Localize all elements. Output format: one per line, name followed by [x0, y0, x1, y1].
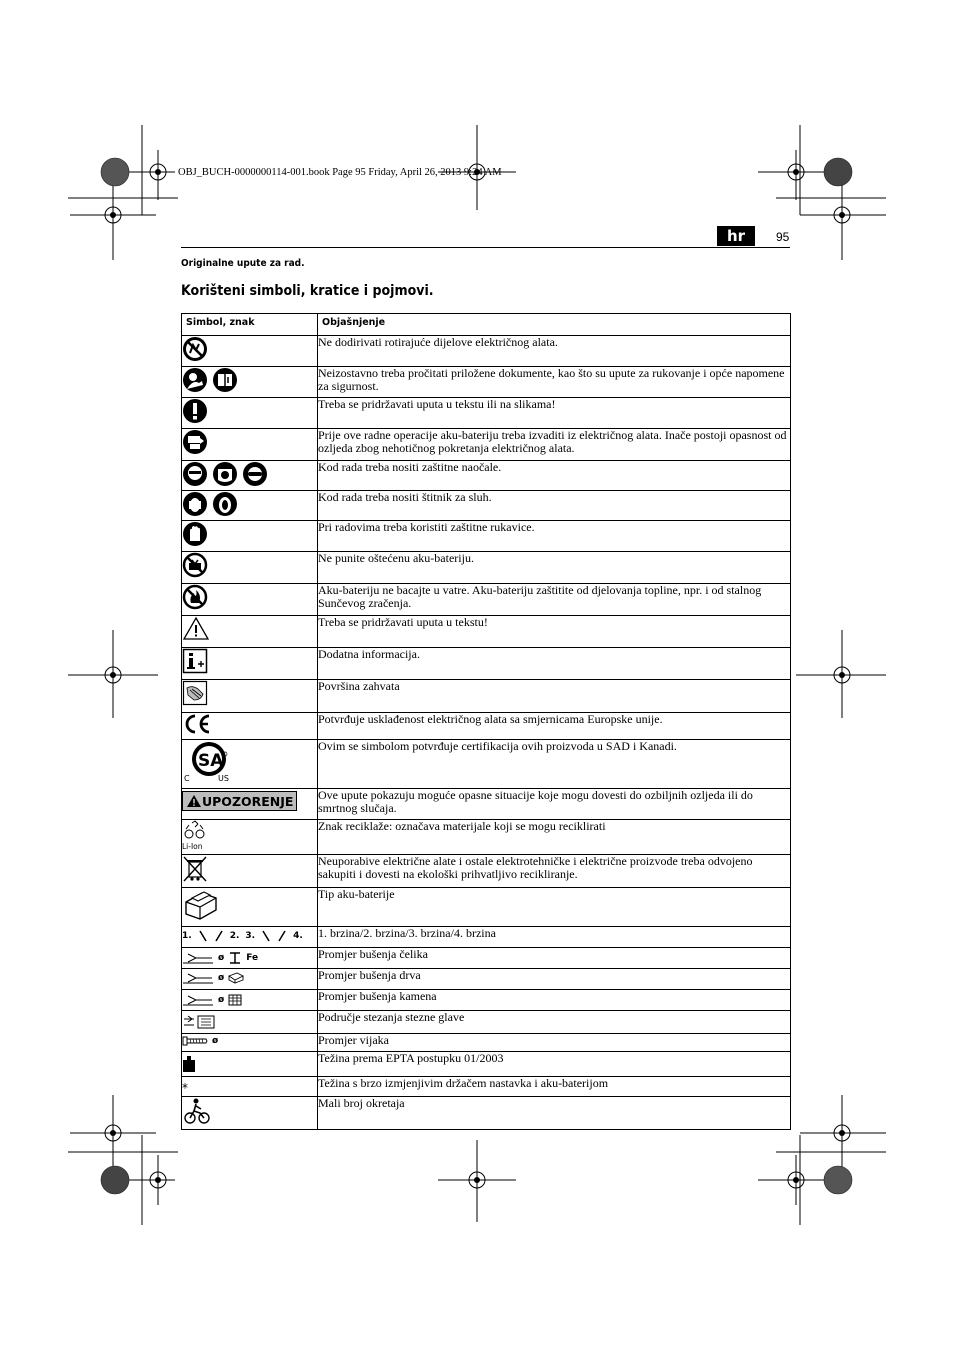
table-row	[182, 429, 791, 461]
print-info: OBJ_BUCH-0000000114-001.book Page 95 Friday, April 26, 2013 9:24 AM	[178, 167, 502, 178]
row-text: Neizostavno treba pročitati priložene dokumente, kao što su upute za rukovanje i opće napomene za sigurnost.	[318, 367, 791, 398]
csa-us-label: US	[218, 774, 229, 783]
table-row	[182, 367, 791, 398]
table-row	[182, 1077, 791, 1097]
row-text: Promjer bušenja čelika	[318, 948, 791, 969]
ce-mark-icon	[182, 713, 212, 735]
row-text: Dodatna informacija.	[318, 648, 791, 680]
row-text: Znak reciklaže: označava materijale koji se mogu reciklirati	[318, 820, 791, 855]
face-shield-icon	[212, 461, 238, 487]
diameter-symbol: ø	[218, 994, 225, 1005]
goggles-icon	[242, 461, 268, 487]
csa-c-label: C	[184, 774, 190, 783]
ear-muff-icon	[212, 491, 238, 517]
no-charge-damaged-battery-icon	[182, 552, 208, 578]
table-row	[182, 1052, 791, 1077]
diameter-symbol: ø	[212, 1036, 219, 1046]
table-row	[182, 680, 791, 713]
symbols-table	[181, 313, 791, 1130]
row-text: 1. brzina/2. brzina/3. brzina/4. brzina	[318, 927, 791, 948]
table-header-row	[182, 314, 791, 336]
table-row	[182, 789, 791, 820]
row-text: Prije ove radne operacije aku-bateriju treba izvaditi iz električnog alata. Inače postoji opasnost od ozljeda zbog nehotičnog pokretanja električnog alata.	[318, 429, 791, 461]
drill-bit-icon	[182, 952, 214, 964]
li-ion-label: Li-Ion	[182, 842, 203, 851]
recycle-li-ion-icon	[182, 820, 208, 842]
row-text: Ove upute pokazuju moguće opasne situacije koje mogu dovesti do ozbiljnih ozljeda ili do smrtnog slučaja.	[318, 789, 791, 820]
csa-mark	[182, 740, 242, 786]
warning-label-text: UPOZORENJE	[202, 793, 294, 809]
row-text: Treba se pridržavati uputa u tekstu!	[318, 616, 791, 648]
drill-steel-icon	[182, 951, 317, 965]
brick-icon	[228, 993, 242, 1006]
row-text: Promjer vijaka	[318, 1034, 791, 1052]
gear-1-label: 1.	[182, 931, 192, 941]
row-text: Područje stezanja stezne glave	[318, 1011, 791, 1034]
table-row	[182, 820, 791, 855]
table-row	[182, 969, 791, 990]
table-row	[182, 948, 791, 969]
row-text: Tip aku-baterije	[318, 888, 791, 927]
grip-surface-icon	[182, 680, 208, 706]
table-row	[182, 648, 791, 680]
ear-protection-icon	[182, 491, 208, 517]
gear-2-icon	[214, 930, 224, 942]
battery-pack-icon	[182, 888, 220, 922]
svg-text:SA: SA	[198, 751, 224, 771]
info-icon	[182, 648, 208, 674]
book-icon	[212, 367, 238, 393]
gear-speeds-icon	[182, 930, 317, 942]
diameter-symbol: ø	[218, 973, 225, 983]
recycle-li-ion	[182, 820, 212, 852]
row-text: Aku-bateriju ne bacajte u vatre. Aku-bateriju zaštitite od djelovanja topline, npr. i od stalnog Sunčevog zračenja.	[318, 584, 791, 616]
row-text: Promjer bušenja kamena	[318, 990, 791, 1011]
row-text: Promjer bušenja drva	[318, 969, 791, 990]
gear-4-icon	[277, 930, 287, 942]
row-text: Mali broj okretaja	[318, 1097, 791, 1130]
no-fire-battery-icon	[182, 584, 208, 610]
screw-icon	[182, 1036, 208, 1046]
row-text: Pri radovima treba koristiti zaštitne rukavice.	[318, 521, 791, 552]
column-header-symbol: Simbol, znak	[182, 314, 318, 336]
row-text: Neuporabive električne alate i ostale elektrotehničke i električne proizvode treba odvojeno sakupiti i dovesti na ekološki prihvatljivo recikliranje.	[318, 855, 791, 888]
table-row	[182, 1097, 791, 1130]
language-tab: hr	[717, 226, 755, 246]
low-speed-bike-icon	[182, 1097, 212, 1125]
drill-bit-icon	[182, 994, 214, 1006]
table-row	[182, 584, 791, 616]
column-header-explanation: Objašnjenje	[318, 314, 791, 336]
warning-triangle-small-icon	[186, 794, 202, 808]
table-row	[182, 927, 791, 948]
warning-triangle-icon	[182, 616, 210, 642]
table-row	[182, 491, 791, 521]
gear-4-label: 4.	[293, 931, 303, 941]
row-text: Kod rada treba nositi zaštitne naočale.	[318, 461, 791, 491]
section-title: Korišteni simboli, kratice i pojmovi.	[181, 283, 434, 299]
table-row	[182, 398, 791, 429]
table-row	[182, 461, 791, 491]
table-row	[182, 521, 791, 552]
weee-bin-icon	[182, 855, 208, 883]
drill-wood-icon	[182, 972, 317, 984]
page-number: 95	[776, 230, 790, 244]
header-divider	[181, 247, 790, 248]
weight-icon	[182, 1056, 196, 1072]
row-text: Težina s brzo izmjenjivim držačem nastavka i aku-baterijom	[318, 1077, 791, 1097]
gear-3-icon	[261, 930, 271, 942]
drill-bit-icon	[182, 972, 214, 984]
table-row	[182, 740, 791, 789]
no-touch-rotating-icon	[182, 336, 208, 362]
remove-battery-icon	[182, 429, 208, 455]
diameter-symbol: ø	[218, 953, 225, 963]
row-text: Ne dodirivati rotirajuće dijelove električnog alata.	[318, 336, 791, 367]
exclamation-icon	[182, 398, 208, 424]
gloves-icon	[182, 521, 208, 547]
table-row	[182, 552, 791, 584]
row-text: Težina prema EPTA postupku 01/2003	[318, 1052, 791, 1077]
gear-2-label: 2.	[229, 931, 240, 941]
row-text: Površina zahvata	[318, 680, 791, 713]
read-manual-icon	[182, 367, 208, 393]
table-row	[182, 990, 791, 1011]
warning-label-icon	[182, 791, 297, 811]
chuck-range-icon	[182, 1015, 216, 1029]
drill-stone-icon	[182, 993, 317, 1006]
steel-beam-icon	[228, 951, 242, 965]
wood-icon	[228, 972, 244, 984]
safety-glasses-icon	[182, 461, 208, 487]
row-text: Ne punite oštećenu aku-bateriju.	[318, 552, 791, 584]
table-row	[182, 888, 791, 927]
table-row	[182, 713, 791, 740]
row-text: Kod rada treba nositi štitnik za sluh.	[318, 491, 791, 521]
table-row	[182, 1034, 791, 1052]
subtitle: Originalne upute za rad.	[181, 258, 305, 269]
csa-mark-icon	[190, 740, 230, 778]
table-row	[182, 855, 791, 888]
table-row	[182, 1011, 791, 1034]
row-text: Treba se pridržavati uputa u tekstu ili na slikama!	[318, 398, 791, 429]
table-row	[182, 336, 791, 367]
row-text: Potvrđuje usklađenost električnog alata sa smjernicama Europske unije.	[318, 713, 791, 740]
screw-diameter-icon	[182, 1036, 317, 1046]
fe-label: Fe	[246, 953, 259, 963]
gear-3-label: 3.	[245, 931, 256, 941]
table-row	[182, 616, 791, 648]
row-text: Ovim se simbolom potvrđuje certifikacija ovih proizvoda u SAD i Kanadi.	[318, 740, 791, 789]
gear-1-icon	[198, 930, 208, 942]
asterisk-icon: *	[182, 1081, 188, 1095]
